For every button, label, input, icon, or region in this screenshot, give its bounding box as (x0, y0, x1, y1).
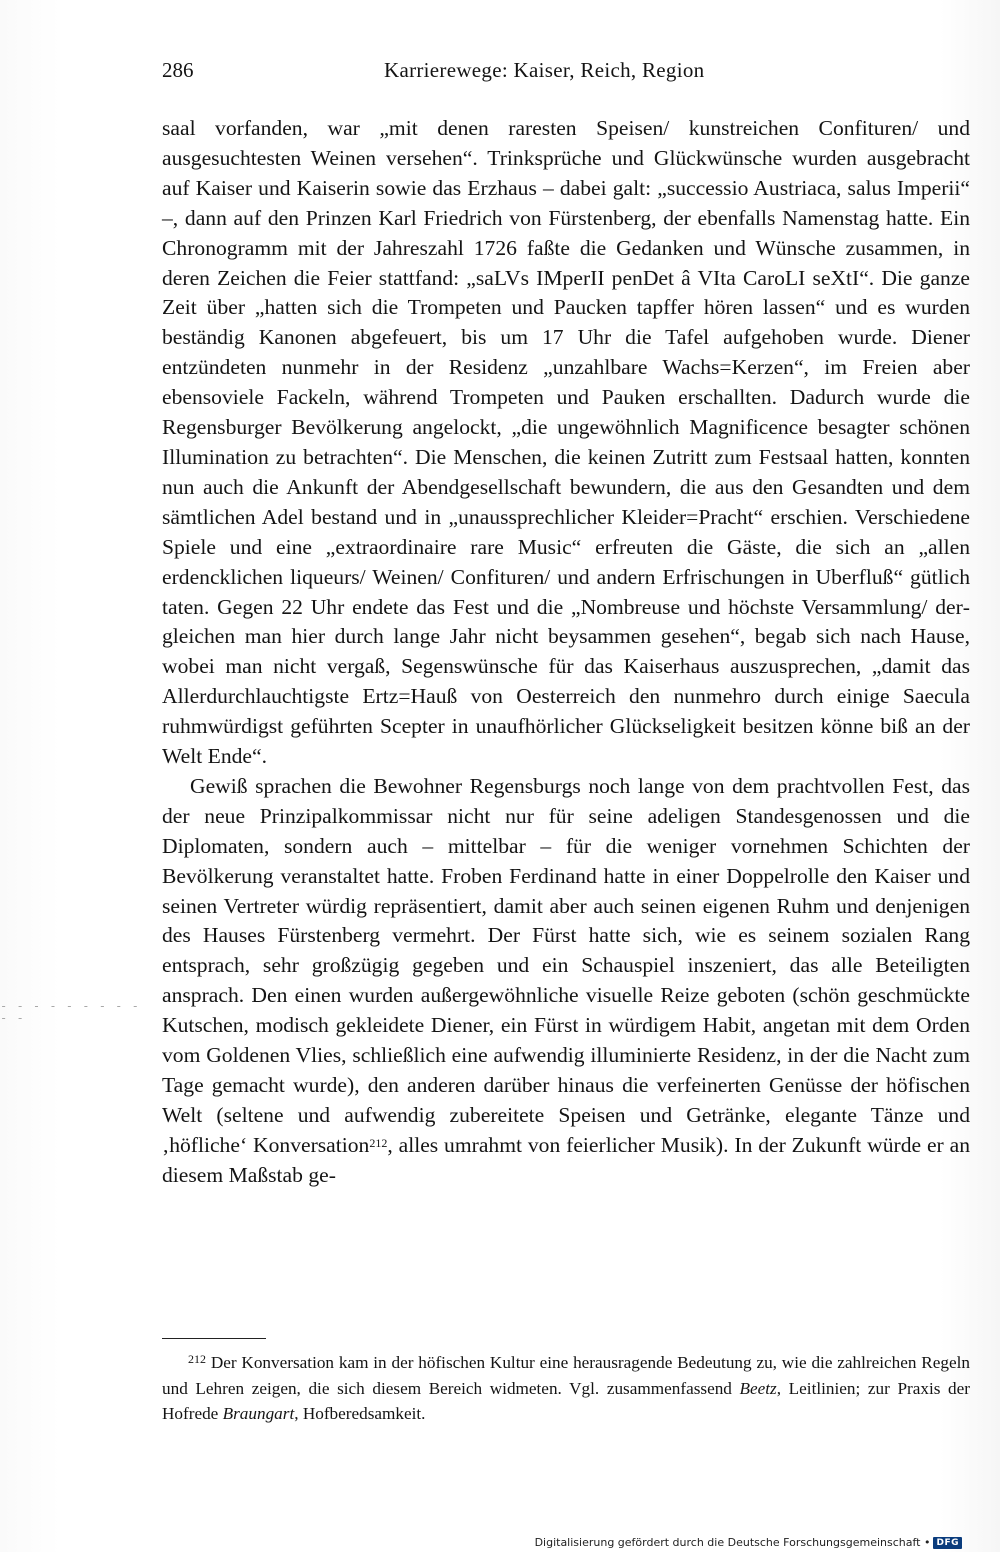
author-name: Beetz (739, 1378, 777, 1398)
paragraph-text: Gewiß sprachen die Bewohner Regensburgs noch lange von dem prachtvollen Fest, das der neue Prinzipalkommissar nicht nur für seine adeligen Standesgenossen und die Diplomaten, sondern auch – mittelbar – für die weniger vornehmen Schichten der Bevölkerung veranstaltet hatte. Froben Ferdinand hatte in einer Doppelrolle den Kaiser und seinen Vertreter würdig repräsentiert, damit aber auch seinen eigenen Ruhm und denjenigen des Hauses Fürstenberg vermehrt. Der Fürst hatte sich, wie es seinem sozialen Rang entsprach, sehr großzügig gegeben und ein Schauspiel inszeniert, das alle Beteiligten ansprach. Den einen wurden außergewöhnliche visuelle Reize geboten (schön geschmückte Kutschen, modisch gekleidete Diener, ein Fürst in würdigem Habit, angetan mit dem Orden vom Goldenen Vlies, schließlich eine aufwendig illuminierte Residenz, in der die Nacht zum Tage gemacht wurde), den anderen darüber hinaus die verfeinerten Genüsse der höfischen Welt (seltene und aufwendig zubereitete Speisen und Getränke, elegante Tänze und ‚höfliche‘ Konversation (162, 773, 970, 1157)
paragraph (162, 772, 970, 1191)
footnote-divider (162, 1338, 266, 1339)
dfg-logo-icon: DFG (933, 1537, 962, 1549)
paragraph-text: , alles umrahmt von feierlicher Musik). In der Zukunft würde er an diesem Maßstab ge- (162, 1132, 970, 1187)
footnote-reference: 212 (369, 1135, 388, 1150)
footnote-number: 212 (188, 1352, 206, 1366)
footnote-text: , Hofberedsamkeit. (294, 1404, 426, 1423)
page-header (162, 58, 972, 88)
footnote-text: Der Konversation kam in der höfischen Kultur eine herausragende Bedeutung zu, wie die zahlreichen Regeln und Lehren zeigen, die sich diesem Bereich widmeten. Vgl. zusammenfassend (162, 1353, 970, 1398)
credit-text: Digitalisierung gefördert durch die Deutsche Forschungsgemeinschaft • (534, 1536, 931, 1549)
scan-artifact-dashes: - - - - - - - - - - - (0, 999, 140, 1025)
digitization-credit (535, 1536, 962, 1549)
footnotes (162, 1350, 970, 1427)
running-head: Karrierewege: Kaiser, Reich, Region (384, 58, 705, 82)
footnote (162, 1350, 970, 1427)
author-name: Braungart (222, 1404, 295, 1423)
footnote-text: , Leitlinien; zur Praxis der Hofrede (162, 1378, 970, 1423)
body-text (162, 114, 970, 1191)
paragraph: saal vorfanden, war „mit denen raresten Speisen/ kunstreichen Confituren/ und ausgesuchtesten Weinen versehen“. Trinksprüche und Glückwünsche wurden ausgebracht auf Kaiser und Kaiserin sowie das Erzhaus – dabei galt: „successio Austriaca, salus Imperii“ –, dann auf den Prinzen Karl Friedrich von Fürstenberg, der ebenfalls Namenstag hatte. Ein Chronogramm mit der Jahreszahl 1726 faßte die Gedanken und Wünsche zusammen, in deren Zeichen die Feier stattfand: „saLVs IMperII penDet â VIta CaroLI seXtI“. Die ganze Zeit über „hatten sich die Trompeten und Paucken tapffer hören lassen“ und es wurden beständig Kanonen abgefeuert, bis um 17 Uhr die Tafel aufgehoben wurde. Diener entzündeten nunmehr in der Residenz „unzahlbare Wachs=Kerzen“, im Freien aber ebensoviele Fackeln, während Trompeten und Pauken erschallten. Dadurch wurde die Regensburger Bevölkerung angelockt, „die ungewöhnlich Magnificence besagter schönen Illumination zu betrachten“. Die Menschen, die keinen Zutritt zum Festsaal hatten, konnten nun auch die Ankunft der Abendgesellschaft bewundern, die aus den Gesandten und dem sämtlichen Adel bestand und in „unaussprechlicher Kleider=Pracht“ erschien. Verschiedene Spiele und eine „extraordinaire rare Music“ erfreuten die Gäste, die sich an „allen erdencklichen liqueurs/ Weinen/ Confituren/ und andern Erfrischungen in Uberfluß“ gütlich taten. Gegen 22 Uhr endete das Fest und die „Nombreuse und höchste Versammlung/ dergleichen man hier durch lange Jahr nicht beysammen gesehen“, begab sich nach Hause, wobei man nicht vergaß, Segenswünsche für das Kaiserhaus auszusprechen, „damit das Allerdurchlauchtigste Ertz=Hauß von Oesterreich den nunmehro durch einige Saecula ruhmwürdigst geführten Scepter in unaufhörlicher Glückseligkeit besitzen könne biß an der Welt Ende“. (162, 116, 970, 769)
page-number: 286 (162, 58, 194, 82)
